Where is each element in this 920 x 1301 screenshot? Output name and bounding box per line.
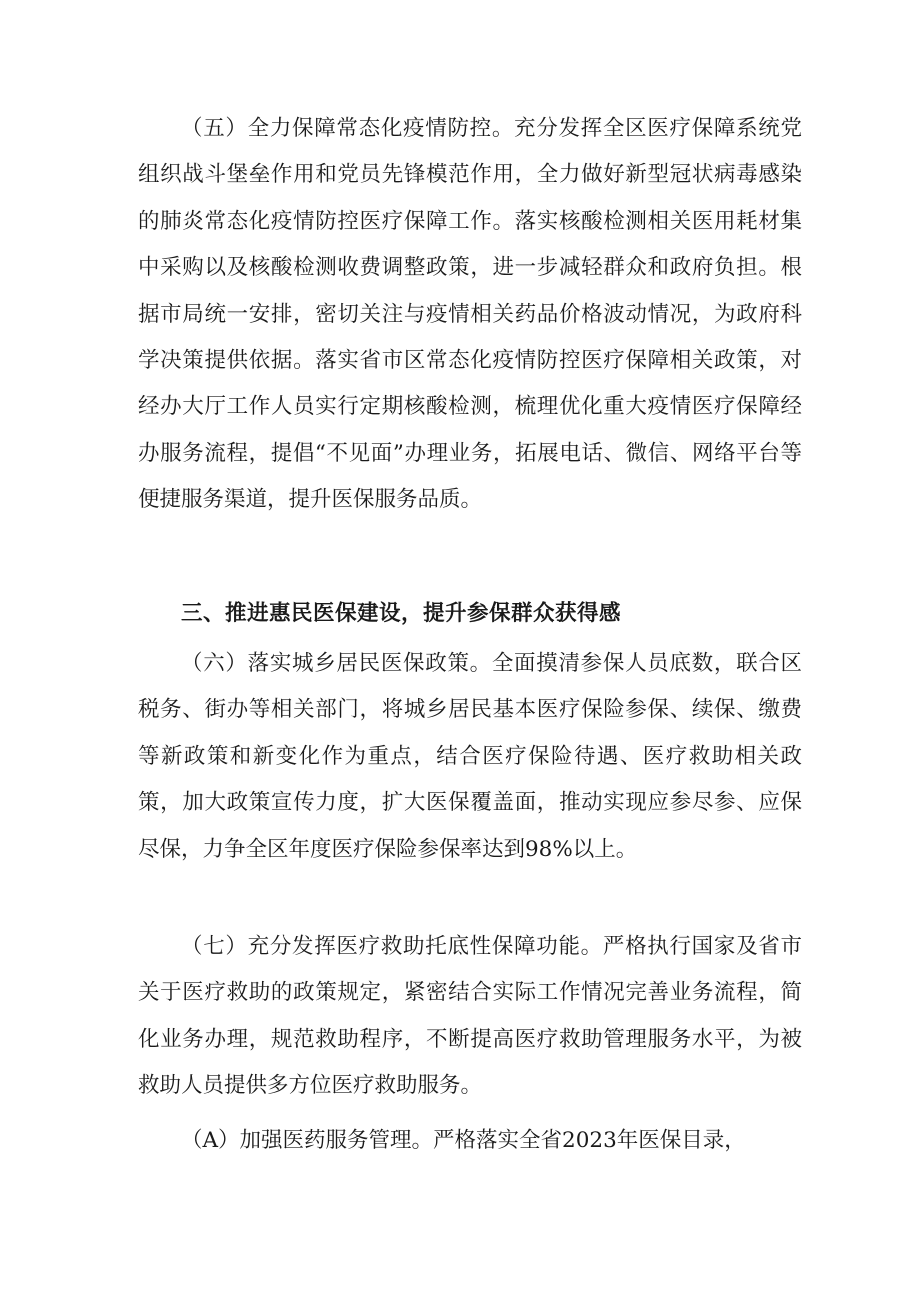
paragraph-section-five: （五）全力保障常态化疫情防控。充分发挥全区医疗保障系统党组织战斗堡垒作用和党员先锋模范作用，全力做好新型冠状病毒感染的肺炎常态化疫情防控医疗保障工作。落实核酸检测相关医用耗材集中采购以及核酸检测收费调整政策，进一步减轻群众和政府负担。根据市局统一安排，密切关注与疫情相关药品价格波动情况，为政府科学决策提供依据。落实省市区常态化疫情防控医疗保障相关政策，对经办大厅工作人员实行定期核酸检测，梳理优化重大疫情医疗保障经办服务流程，提倡“不见面”办理业务，拓展电话、微信、网络平台等便捷服务渠道，提升医保服务品质。 — [138, 116, 802, 513]
section-seven-block — [138, 924, 802, 1110]
paragraph-section-eight: （A）加强医药服务管理。严格落实全省2023年医保目录， — [181, 1128, 746, 1153]
section-three-heading-block — [138, 591, 802, 637]
section-six-block — [138, 641, 802, 873]
section-eight-block — [138, 1118, 802, 1164]
section-five-block — [138, 106, 802, 524]
paragraph-section-seven: （七）充分发挥医疗救助托底性保障功能。严格执行国家及省市关于医疗救助的政策规定，紧密结合实际工作情况完善业务流程，简化业务办理，规范救助程序，不断提高医疗救助管理服务水平，为被救助人员提供多方位医疗救助服务。 — [138, 934, 802, 1099]
paragraph-section-six: （六）落实城乡居民医保政策。全面摸清参保人员底数，联合区税务、街办等相关部门，将城乡居民基本医疗保险参保、续保、缴费等新政策和新变化作为重点，结合医疗保险待遇、医疗救助相关政策，加大政策宣传力度，扩大医保覆盖面，推动实现应参尽参、应保尽保，力争全区年度医疗保险参保率达到98%以上。 — [138, 651, 802, 862]
section-heading-three: 三、推进惠民医保建设，提升参保群众获得感 — [181, 601, 622, 626]
